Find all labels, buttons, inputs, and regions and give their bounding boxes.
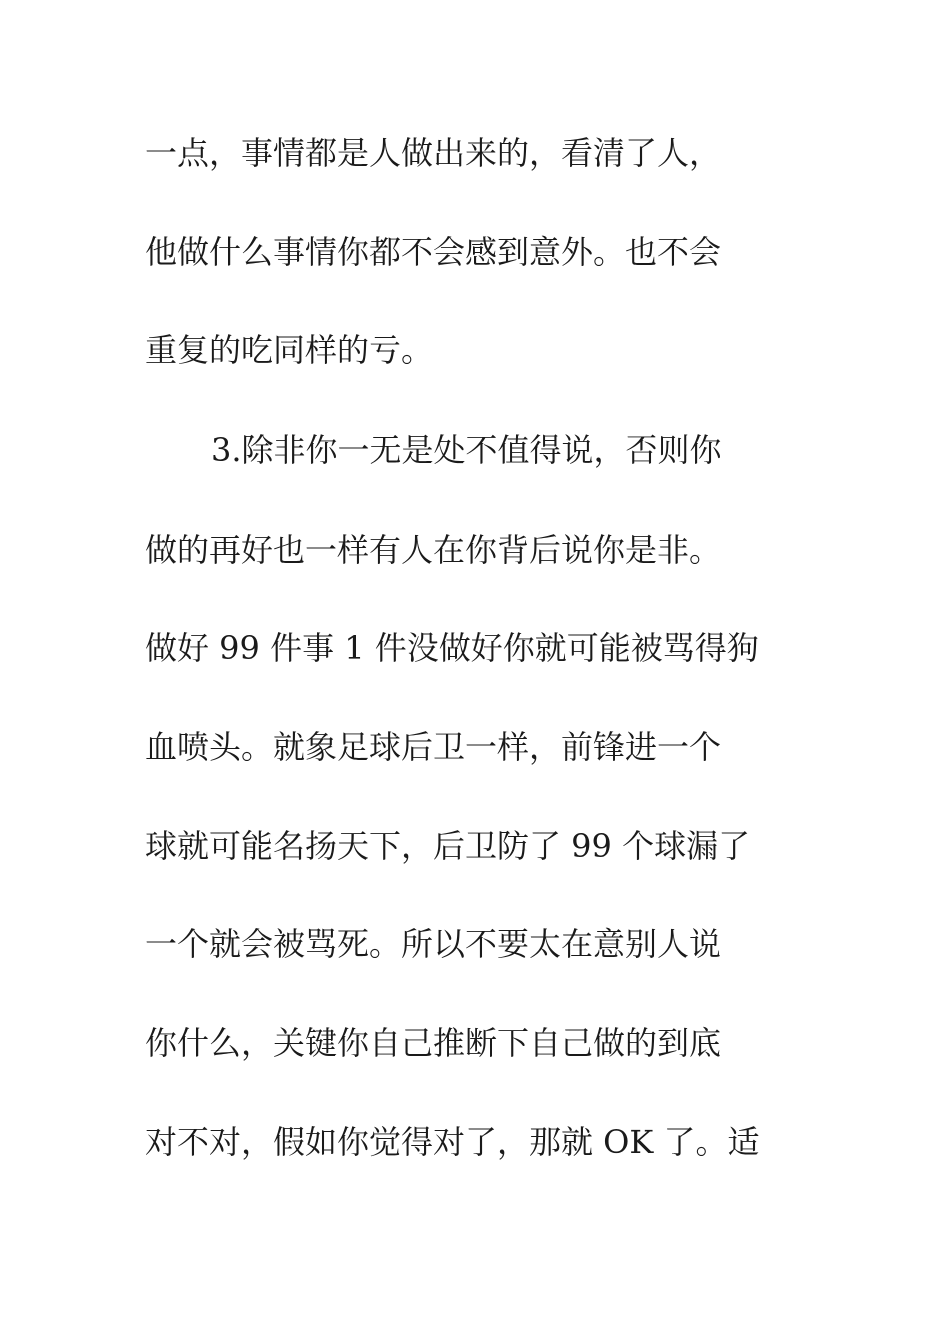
text-line: 重复的吃同样的亏。	[145, 331, 434, 369]
text-line: 他做什么事情你都不会感到意外。也不会	[145, 233, 722, 271]
text-line: 对不对，假如你觉得对了，那就 OK 了。适	[145, 1123, 760, 1161]
text-line: 球就可能名扬天下，后卫防了 99 个球漏了	[145, 827, 751, 865]
text-line: 你什么，关键你自己推断下自己做的到底	[145, 1024, 722, 1062]
text-line: 做的再好也一样有人在你背后说你是非。	[145, 531, 722, 569]
text-line: 做好 99 件事 1 件没做好你就可能被骂得狗	[145, 629, 759, 667]
text-line: 一点，事情都是人做出来的，看清了人，	[145, 134, 722, 172]
paragraph-first-line: 3.除非你一无是处不值得说，否则你	[211, 431, 722, 469]
text-line: 血喷头。就象足球后卫一样，前锋进一个	[145, 728, 722, 766]
text-line: 一个就会被骂死。所以不要太在意别人说	[145, 925, 722, 963]
